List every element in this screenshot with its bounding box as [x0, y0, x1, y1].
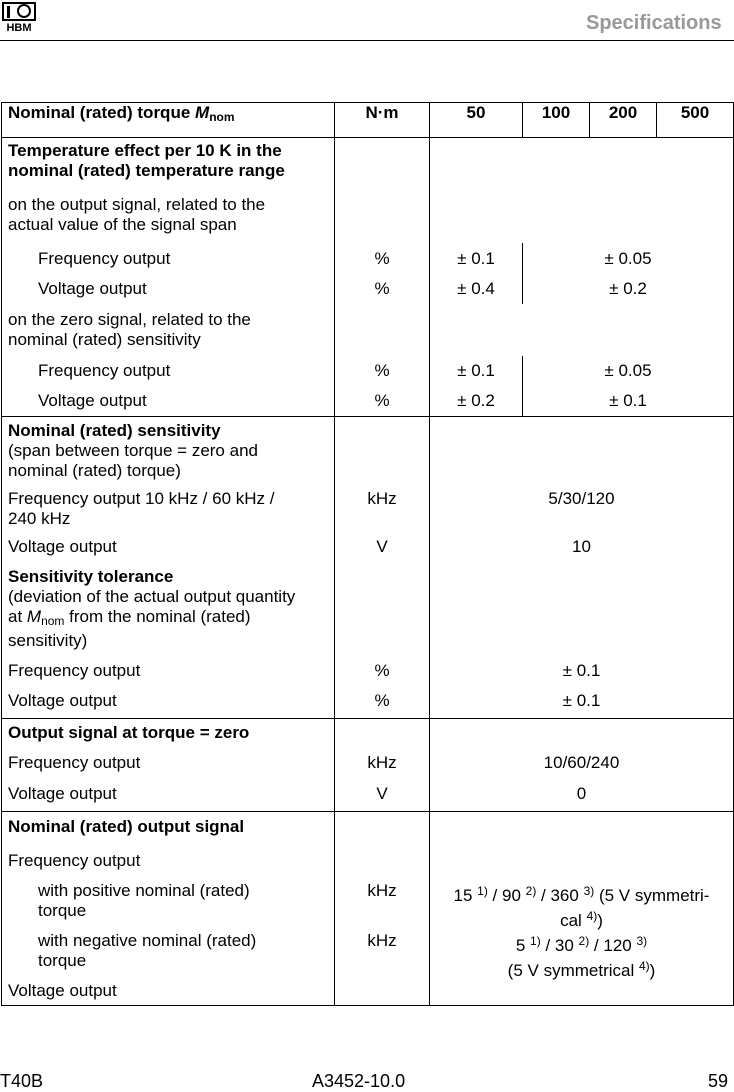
- header-unit: N·m: [335, 103, 430, 138]
- temp-volt-label: Voltage output: [2, 274, 335, 304]
- table-row: [2, 489, 734, 537]
- zero-output-freq-value: 10/60/240: [430, 753, 734, 784]
- zero-output-volt-value: 0: [430, 784, 734, 811]
- specifications-table: [1, 102, 734, 1006]
- tol-desc-1: (deviation of the actual output quantity: [8, 586, 296, 606]
- out-neg-label-1: with negative nominal (rated): [38, 930, 257, 950]
- temp-zero-desc-1: on the zero signal, related to the: [8, 310, 251, 329]
- out-pos-label-2: torque: [38, 900, 87, 920]
- zero-volt-unit: %: [335, 386, 430, 416]
- table-row: [2, 784, 734, 811]
- temp-output-desc-1: on the output signal, related to the: [8, 195, 266, 214]
- header-100: 100: [523, 103, 590, 138]
- sens-volt-unit: V: [335, 537, 430, 567]
- header-200: 200: [590, 103, 657, 138]
- table-row: [2, 138, 734, 182]
- tol-title: Sensitivity tolerance: [8, 566, 174, 586]
- temp-title-1: Temperature effect per 10 K in the: [8, 141, 282, 160]
- out-neg-unit: kHz: [335, 931, 430, 981]
- zero-freq-unit: %: [335, 356, 430, 386]
- temp-freq-unit: %: [335, 243, 430, 274]
- tol-freq-unit: %: [335, 661, 430, 691]
- header-divider: [0, 40, 734, 41]
- table-row: [2, 304, 734, 356]
- table-row: [2, 981, 734, 1006]
- footer-doc-number: A3452-10.0: [312, 1071, 406, 1091]
- sens-title: Nominal (rated) sensitivity: [8, 420, 221, 440]
- temp-zero-desc-2: nominal (rated) sensitivity: [8, 330, 201, 349]
- out-pos-label-1: with positive nominal (rated): [38, 880, 250, 900]
- table-row: [2, 719, 734, 754]
- footer-page-number: 59: [707, 1071, 728, 1091]
- table-row: [2, 753, 734, 784]
- out-pos-unit: kHz: [335, 881, 430, 931]
- logo-text: HBM: [6, 22, 32, 32]
- out-freq-label: Frequency output: [2, 851, 335, 881]
- zero-freq-value-100-500: ± 0.05: [523, 356, 734, 386]
- tol-freq-label: Frequency output: [2, 661, 335, 691]
- zero-volt-value-100-500: ± 0.1: [523, 386, 734, 416]
- tol-desc-2: at $M_{nom}$ from the nominal (rated): [8, 606, 251, 628]
- zero-output-title: Output signal at torque = zero: [2, 719, 335, 754]
- table-row: [2, 661, 734, 691]
- out-neg-value: 5 $^{1)}$ / 30 $^{2)}$ / 120 $^{3)}$ (5 V symmetrical $^{4)}$): [430, 931, 734, 981]
- table-row: [2, 181, 734, 243]
- tol-volt-unit: %: [335, 691, 430, 719]
- table-row: [2, 881, 734, 931]
- temp-title-2: nominal (rated) temperature range: [8, 161, 285, 180]
- tol-freq-value: ± 0.1: [430, 661, 734, 691]
- temp-freq-value-50: ± 0.1: [430, 243, 523, 274]
- sens-freq-unit: kHz: [335, 489, 430, 537]
- hbm-logo: [2, 2, 36, 32]
- header-500: 500: [657, 103, 734, 138]
- sens-volt-value: 10: [430, 537, 734, 567]
- table-row: [2, 931, 734, 981]
- table-row: [2, 537, 734, 567]
- sens-volt-label: Voltage output: [2, 537, 335, 567]
- table-row: [2, 691, 734, 719]
- table-row: [2, 243, 734, 274]
- table-row: [2, 811, 734, 851]
- zero-volt-value-50: ± 0.2: [430, 386, 523, 416]
- zero-freq-value-50: ± 0.1: [430, 356, 523, 386]
- zero-output-volt-unit: V: [335, 784, 430, 811]
- sens-freq-label-2: 240 kHz: [8, 508, 71, 528]
- temp-freq-label: Frequency output: [2, 243, 335, 274]
- temp-volt-value-50: ± 0.4: [430, 274, 523, 304]
- table-row: [2, 356, 734, 386]
- table-row: [2, 386, 734, 416]
- temp-freq-value-100-500: ± 0.05: [523, 243, 734, 274]
- out-neg-label-2: torque: [38, 950, 87, 970]
- page-section-title: Specifications: [586, 12, 722, 34]
- zero-volt-label: Voltage output: [2, 386, 335, 416]
- sens-freq-label-1: Frequency output 10 kHz / 60 kHz /: [8, 488, 275, 508]
- table-row: [2, 416, 734, 489]
- sens-sub-2: nominal (rated) torque): [8, 460, 181, 480]
- out-volt-label: Voltage output: [2, 981, 335, 1006]
- out-pos-value: 15 $^{1)}$ / 90 $^{2)}$ / 360 $^{3)}$ (5 V symmetri- cal $^{4)}$): [430, 881, 734, 931]
- tol-desc-3: sensitivity): [8, 630, 88, 650]
- temp-output-desc-2: actual value of the signal span: [8, 215, 237, 234]
- out-title: Nominal (rated) output signal: [2, 811, 335, 851]
- table-row: [2, 851, 734, 881]
- zero-output-freq-label: Frequency output: [2, 753, 335, 784]
- zero-output-volt-label: Voltage output: [2, 784, 335, 811]
- sens-sub-1: (span between torque = zero and: [8, 440, 258, 460]
- table-row: [2, 567, 734, 661]
- header-50: 50: [430, 103, 523, 138]
- tol-volt-value: ± 0.1: [430, 691, 734, 719]
- tol-volt-label: Voltage output: [2, 691, 335, 719]
- temp-volt-value-100-500: ± 0.2: [523, 274, 734, 304]
- footer-model: T40B: [0, 1071, 44, 1091]
- sens-freq-value: 5/30/120: [430, 489, 734, 537]
- table-header-row: [2, 103, 734, 138]
- header-label: Nominal (rated) torque $M_{nom}$: [2, 103, 335, 138]
- zero-freq-label: Frequency output: [2, 356, 335, 386]
- temp-volt-unit: %: [335, 274, 430, 304]
- zero-output-freq-unit: kHz: [335, 753, 430, 784]
- table-row: [2, 274, 734, 304]
